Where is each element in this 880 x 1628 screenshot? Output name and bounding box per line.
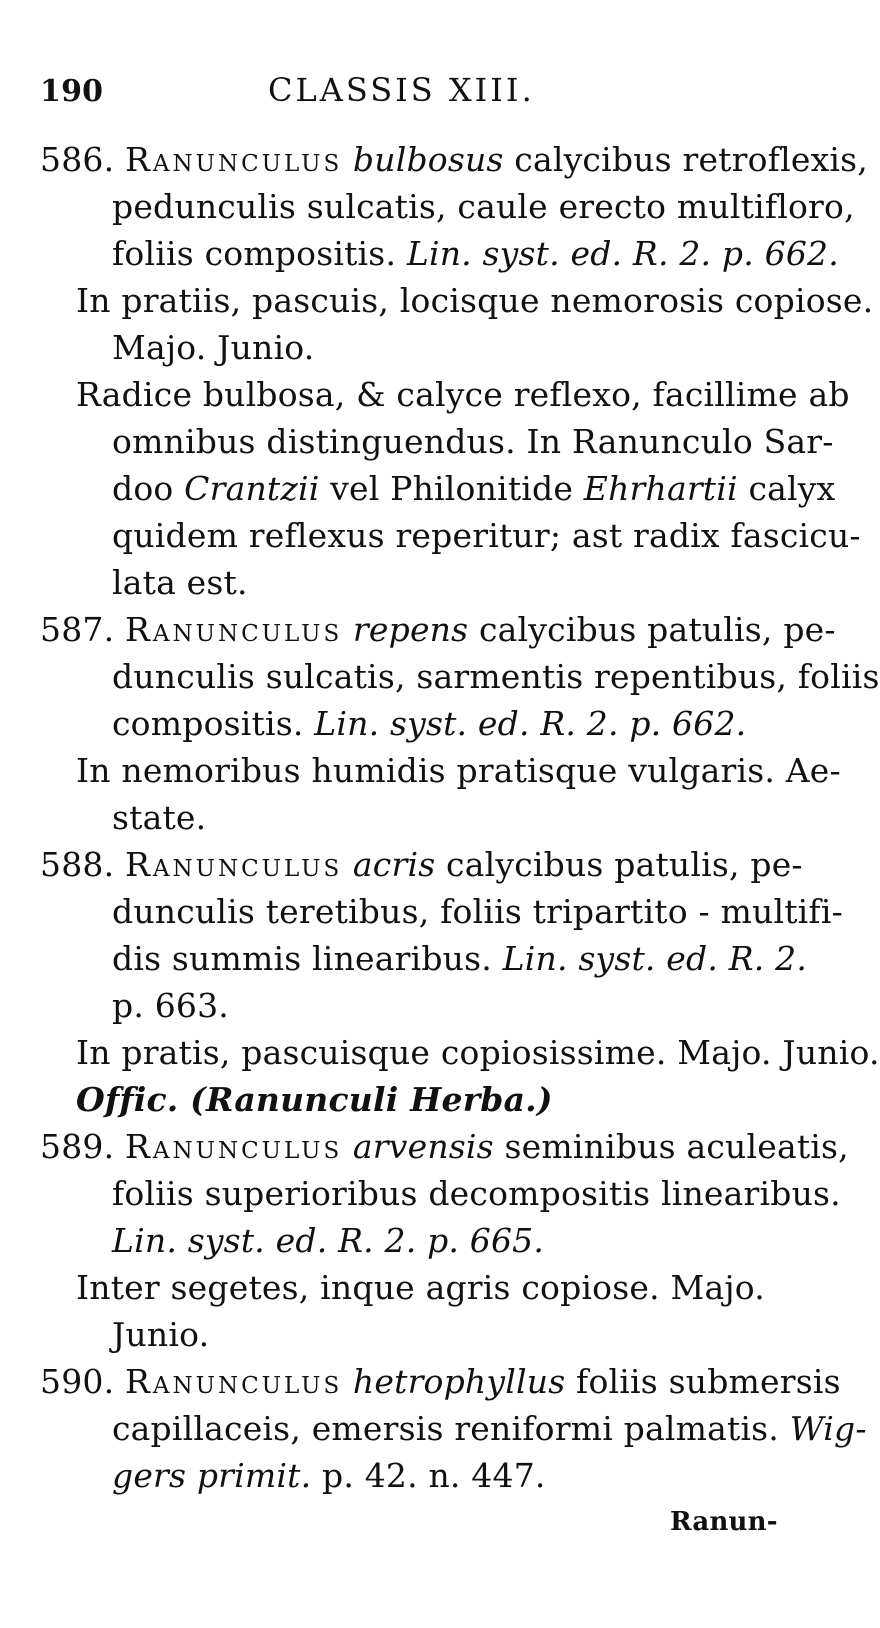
entry-text: foliis compositis. — [112, 234, 407, 273]
reference: Lin. syst. ed. R. 2. — [502, 939, 808, 978]
species-name: arvensis — [352, 1127, 494, 1166]
entry-text: foliis submersis — [576, 1362, 841, 1401]
entry-text: calycibus patulis, pe- — [446, 845, 803, 884]
habitat-text: In pratiis, pascuis, locisque nemorosis copiose. — [76, 281, 874, 320]
note-text: vel Philonitide — [319, 469, 584, 508]
species-name: repens — [352, 610, 469, 649]
genus-name: Ranunculus — [124, 140, 343, 179]
habitat-text: state. — [112, 798, 207, 837]
author-name: Ehrhartii — [583, 469, 738, 508]
entry-text: compositis. — [112, 704, 315, 743]
entry-588-line-3 — [112, 939, 807, 979]
species-name: acris — [352, 845, 436, 884]
entry-text: dunculis teretibus, foliis tripartito - multifi- — [112, 892, 843, 931]
reference: Lin. syst. ed. R. 2. p. 662. — [406, 234, 839, 273]
officinal-note: Offic. (Ranunculi Herba.) — [76, 1080, 553, 1119]
habitat-text: Junio. — [112, 1315, 210, 1354]
note-text: Radice bulbosa, & calyce reflexo, facillime ab — [76, 375, 850, 414]
entry-590-line-2 — [112, 1409, 867, 1449]
entry-text: dunculis sulcatis, sarmentis repentibus, foliis — [112, 657, 880, 696]
entry-text: pedunculis sulcatis, caule erecto multifloro, — [112, 187, 855, 226]
genus-name: Ranunculus — [124, 845, 343, 884]
entry-text: foliis superioribus decompositis linearibus. — [112, 1174, 841, 1213]
reference: p. 42. n. 447. — [311, 1456, 546, 1495]
entry-number: 590. — [40, 1362, 115, 1401]
reference: Lin. syst. ed. R. 2. p. 665. — [112, 1221, 545, 1260]
entry-590-line-1 — [40, 1362, 841, 1402]
reference: p. 663. — [112, 986, 229, 1025]
species-name: hetrophyllus — [352, 1362, 566, 1401]
entry-text: dis summis linearibus. — [112, 939, 503, 978]
habitat-text: In nemoribus humidis pratisque vulgaris. Ae- — [76, 751, 841, 790]
note-text: quidem reflexus reperitur; ast radix fascicu- — [112, 516, 861, 555]
running-title: CLASSIS XIII. — [268, 71, 535, 109]
author-name: Crantzii — [184, 469, 320, 508]
habitat-text: Majo. Junio. — [112, 328, 315, 367]
entry-text: calycibus retroflexis, — [514, 140, 868, 179]
entry-text: seminibus aculeatis, — [504, 1127, 849, 1166]
genus-name: Ranunculus — [124, 610, 343, 649]
reference: gers primit. — [112, 1456, 312, 1495]
species-name: bulbosus — [352, 140, 504, 179]
entry-586-line-1 — [40, 140, 868, 180]
habitat-text: In pratis, pascuisque copiosissime. Majo. Junio. — [76, 1033, 880, 1072]
entry-590-line-3 — [112, 1456, 546, 1496]
note-text: lata est. — [112, 563, 248, 602]
genus-name: Ranunculus — [124, 1127, 343, 1166]
reference: Lin. syst. ed. R. 2. p. 662. — [314, 704, 747, 743]
page-number: 190 — [40, 74, 104, 109]
entry-number: 586. — [40, 140, 115, 179]
entry-587-line-1 — [40, 610, 836, 650]
entry-number: 589. — [40, 1127, 115, 1166]
entry-589-line-1 — [40, 1127, 849, 1167]
catchword: Ranun- — [670, 1507, 778, 1537]
note-text: omnibus distinguendus. In Ranunculo Sar- — [112, 422, 834, 461]
entry-586-line-3 — [112, 234, 839, 274]
reference: Wig- — [789, 1409, 867, 1448]
note-text: calyx — [737, 469, 836, 508]
entry-number: 587. — [40, 610, 115, 649]
entry-587-line-3 — [112, 704, 746, 744]
note-text: doo — [112, 469, 185, 508]
entry-number: 588. — [40, 845, 115, 884]
entry-588-line-1 — [40, 845, 803, 885]
habitat-text: Inter segetes, inque agris copiose. Majo. — [76, 1268, 765, 1307]
note-line — [112, 469, 835, 509]
entry-text: calycibus patulis, pe- — [478, 610, 836, 649]
entry-text: capillaceis, emersis reniformi palmatis. — [112, 1409, 790, 1448]
genus-name: Ranunculus — [124, 1362, 343, 1401]
